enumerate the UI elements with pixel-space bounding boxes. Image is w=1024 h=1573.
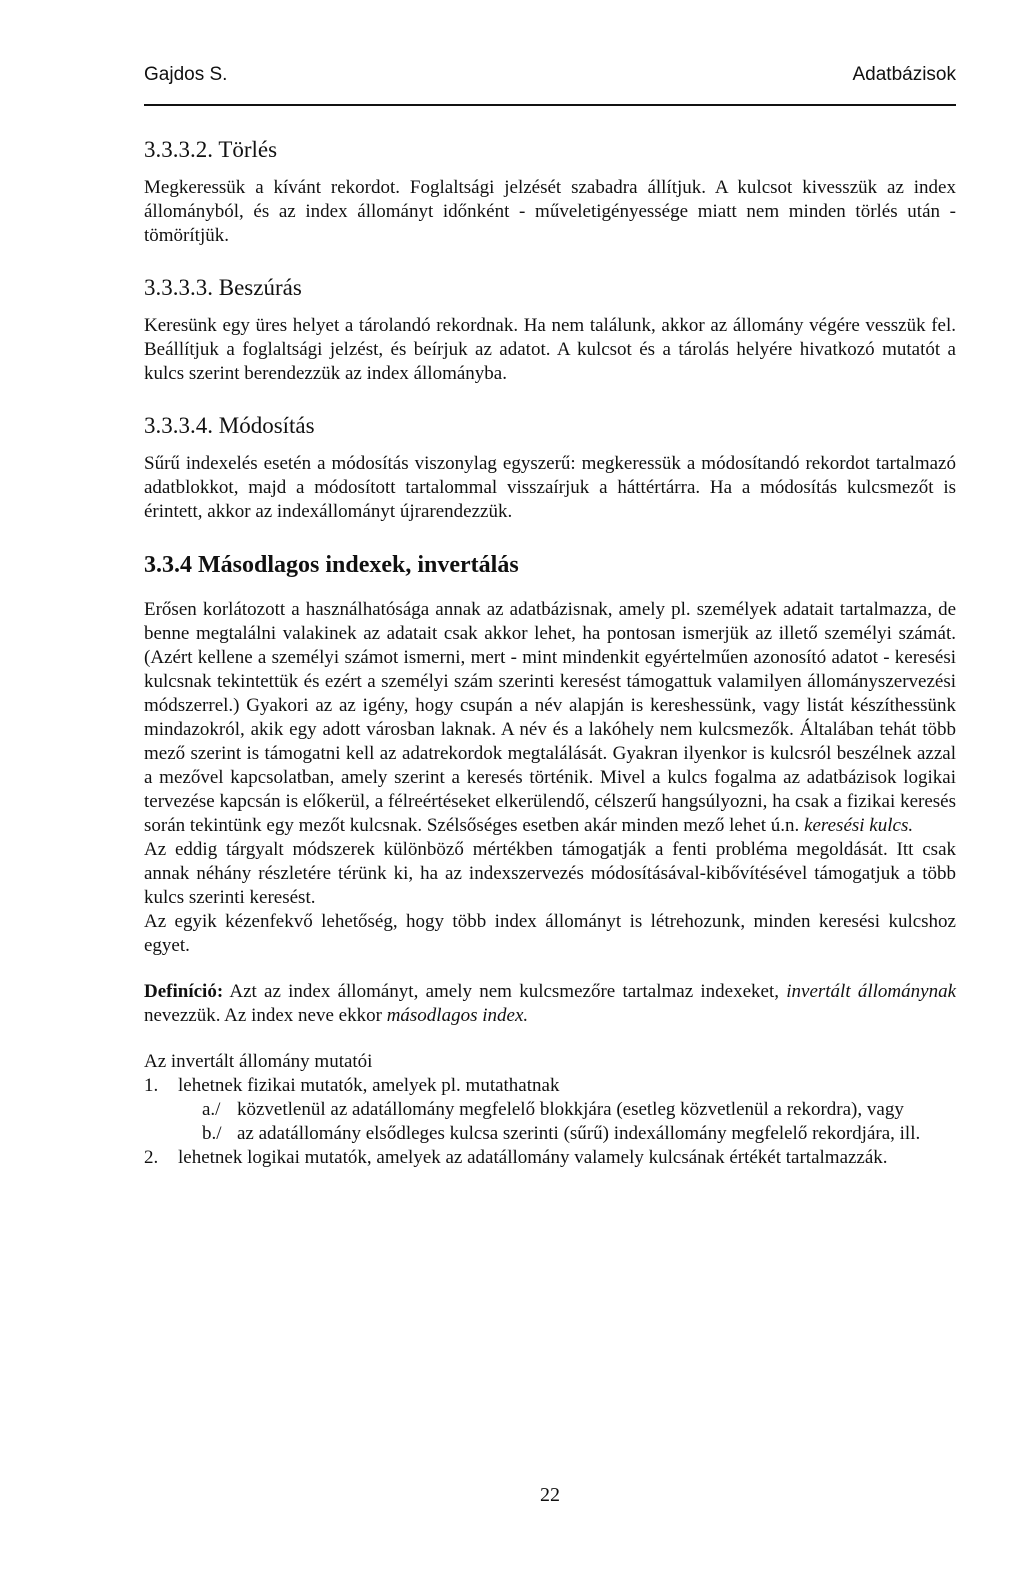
definition-text-2: nevezzük. Az index neve ekkor xyxy=(144,1005,387,1026)
document-page xyxy=(144,0,956,1573)
page-content xyxy=(144,136,956,1170)
paragraph-masodlagos-1-text: Erősen korlátozott a használhatósága annak az adatbázisnak, amely pl. személyek adatait tartalmazza, de benne megtalálni valakinek az adatait csak akkor lehet, ha pontosan ismerjük az illető személyi számát. (Azért kellene a személyi számot ismerni, mert - mint mindenkit egyértelműen azonosító adatot - keresési kulcsnak tekintettük és ezért a személyi szám szerinti keresést támogattuk valamilyen állományszervezési módszerrel.) Gyakori az az igény, hogy csupán a név alapján is kereshessünk, vagy listát készíthessünk mindazokról, akik egy adott városban laknak. A név és a lakóhely nem kulcsmezők. Általában tehát több mező szerint is támogatni kell az adatrekordok megtalálását. Gyakran ilyenkor is kulcsról beszélnek azzal a mezővel kapcsolatban, amely szerint a keresés történik. Mivel a kulcs fogalma az adatbázisok logikai tervezése kapcsán is előkerül, a félreértéseket elkerülendő, célszerű hangsúlyozni, ha csak a fizikai keresés során tekintünk egy mezőt kulcsnak. Szélsőséges esetben akár minden mező lehet ú.n. xyxy=(144,599,956,836)
sub-list-item-label: a./ xyxy=(202,1099,221,1120)
list-item xyxy=(144,1074,956,1098)
sub-list-item-text: közvetlenül az adatállomány megfelelő blokkjára (esetleg közvetlenül a rekordra), vagy xyxy=(237,1099,904,1120)
heading-modositas: 3.3.3.4. Módosítás xyxy=(144,413,315,438)
list-item-text: lehetnek logikai mutatók, amelyek az adatállomány valamely kulcsának értékét tartalmazzák. xyxy=(178,1147,888,1168)
heading-beszuras: 3.3.3.3. Beszúrás xyxy=(144,275,302,300)
list-item xyxy=(144,1146,956,1170)
sub-list-item xyxy=(144,1098,956,1122)
definition-label: Definíció: xyxy=(144,981,224,1002)
heading-masodlagos-indexek: 3.3.4 Másodlagos indexek, invertálás xyxy=(144,552,519,578)
list-item-text: lehetnek fizikai mutatók, amelyek pl. mutathatnak xyxy=(178,1075,560,1096)
page-number: 22 xyxy=(540,1484,560,1506)
paragraph-masodlagos-1 xyxy=(144,598,956,838)
list-item-number: 2. xyxy=(144,1147,159,1168)
sub-list-item xyxy=(144,1122,956,1146)
paragraph-masodlagos-3: Az egyik kézenfekvő lehetőség, hogy több index állományt is létrehozunk, minden keresési kulcshoz egyet. xyxy=(144,911,956,956)
list-item-number: 1. xyxy=(144,1075,159,1096)
header-author: Gajdos S. xyxy=(144,64,228,85)
paragraph-masodlagos-2: Az eddig tárgyalt módszerek különböző mértékben támogatják a fenti probléma megoldását. Itt csak annak néhány részletére térünk ki, ha az indexszervezés módosításával-kibővítésével támogatjuk a több kulcs szerinti keresést. xyxy=(144,839,956,908)
heading-torles: 3.3.3.2. Törlés xyxy=(144,137,278,162)
header-title: Adatbázisok xyxy=(852,64,956,85)
definition-text-1: Azt az index állományt, amely nem kulcsmezőre tartalmaz indexeket, xyxy=(223,981,787,1002)
definition xyxy=(144,980,956,1028)
list-intro: Az invertált állomány mutatói xyxy=(144,1051,373,1072)
term-keresesi-kulcs: keresési kulcs. xyxy=(804,815,914,836)
page-header xyxy=(144,64,956,106)
paragraph-beszuras: Keresünk egy üres helyet a tárolandó rekordnak. Ha nem találunk, akkor az állomány végére vesszük fel. Beállítjuk a foglaltsági jelzést, és beírjuk az adatot. A kulcsot és a tárolás helyére hivatkozó mutatót a kulcs szerint berendezzük az index állományba. xyxy=(144,315,956,384)
term-masodlagos-index: másodlagos index. xyxy=(386,1005,529,1026)
paragraph-torles: Megkeressük a kívánt rekordot. Foglaltsági jelzését szabadra állítjuk. A kulcsot kivesszük az index állományból, és az index állományt időnként - műveletigényessége miatt nem minden törlés után - tömörítjük. xyxy=(144,177,956,246)
paragraph-modositas: Sűrű indexelés esetén a módosítás viszonylag egyszerű: megkeressük a módosítandó rekordot tartalmazó adatblokkot, majd a módosított tartalommal visszaírjuk a háttértárra. Ha a módosítás kulcsmezőt is érintett, akkor az indexállományt újrarendezzük. xyxy=(144,453,956,522)
term-invertalt-allomany: invertált állománynak xyxy=(786,981,956,1002)
sub-list-item-text: az adatállomány elsődleges kulcsa szerinti (sűrű) indexállomány megfelelő rekordjára, ill. xyxy=(237,1123,921,1144)
sub-list-item-label: b./ xyxy=(202,1123,222,1144)
